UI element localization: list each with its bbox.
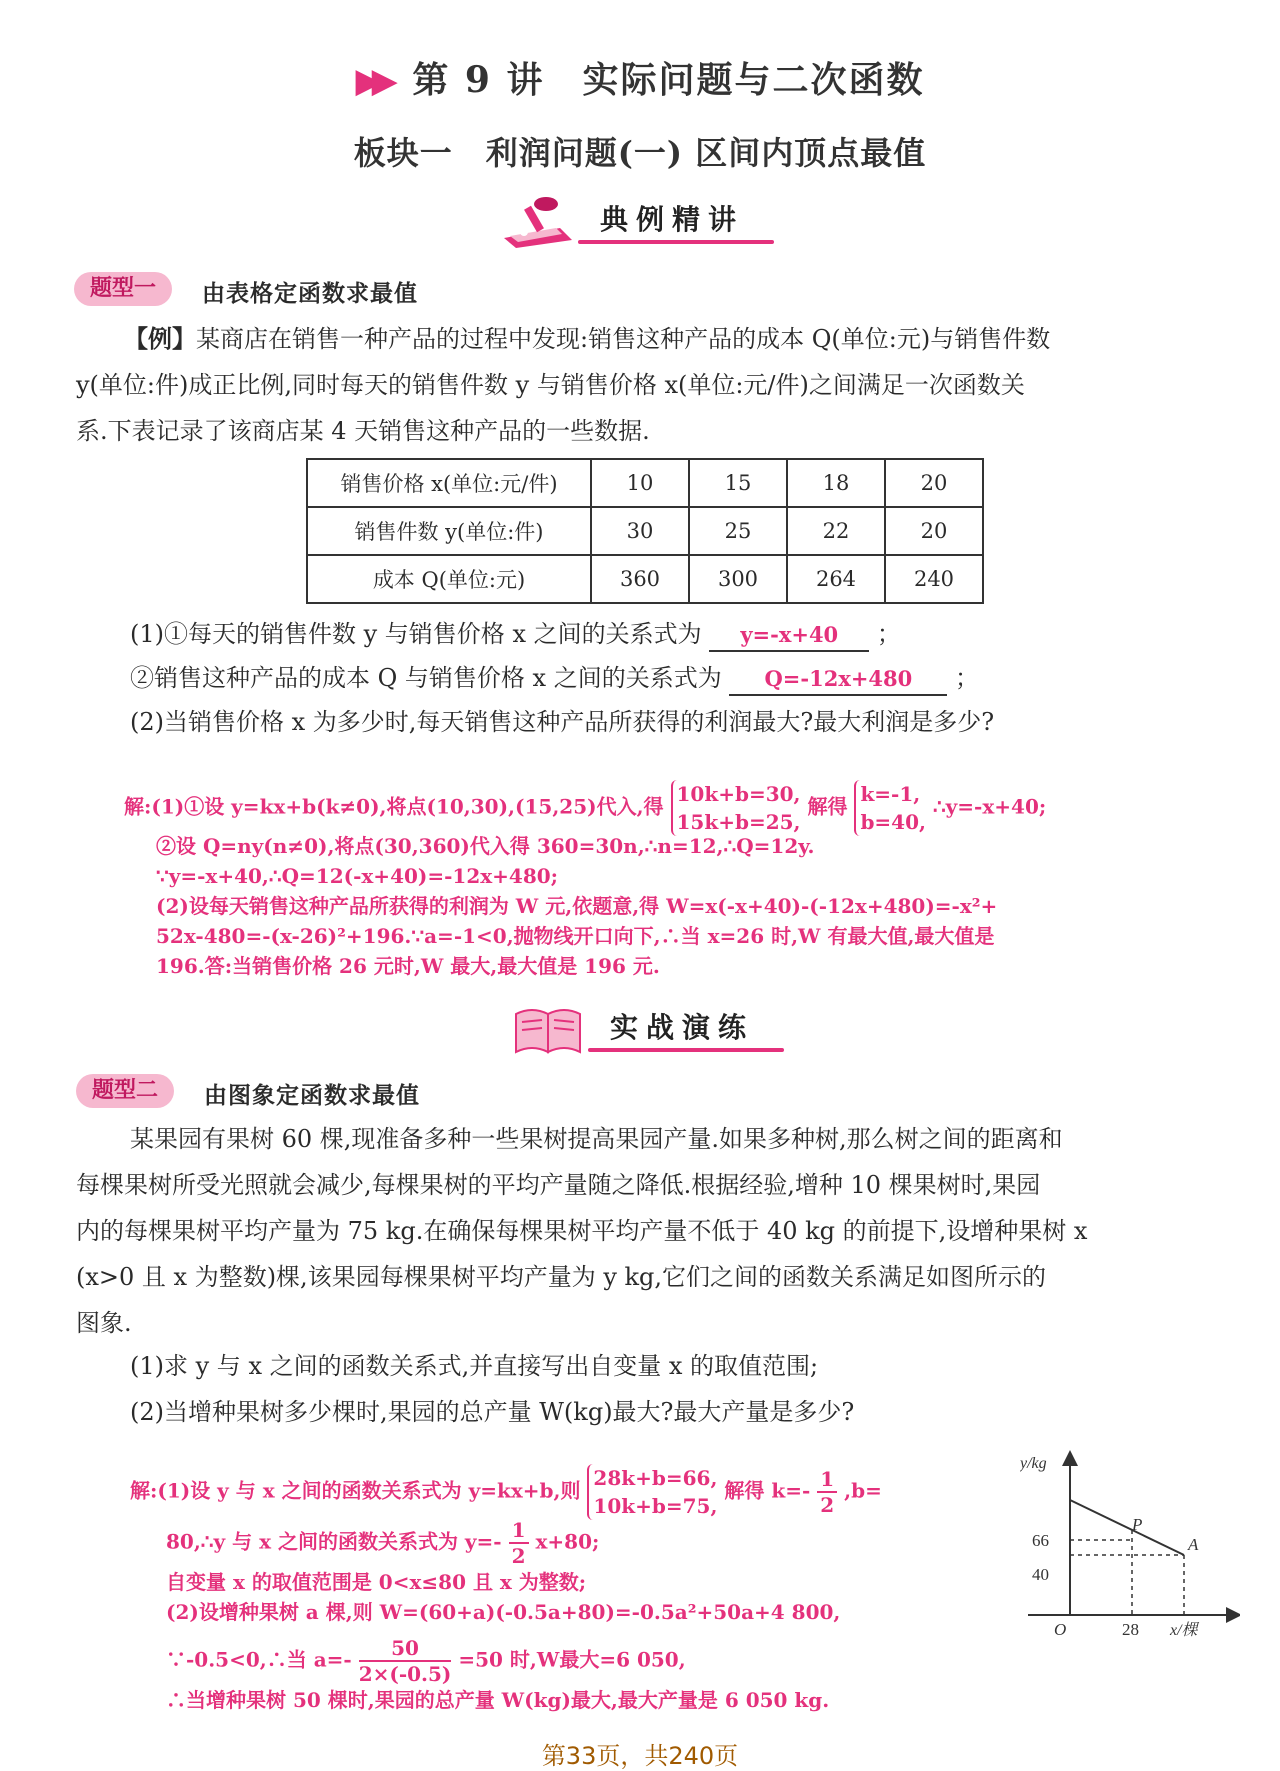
solution1-l1-end: ∴y=-x+40;	[932, 794, 1047, 819]
solution2-l5-end: =50 时,W最大=6 050,	[458, 1647, 686, 1672]
solution2-l1-mid: 解得 k=-	[724, 1478, 811, 1503]
y-tick-40: 40	[1032, 1565, 1049, 1584]
row-header: 成本 Q(单位:元)	[307, 555, 591, 603]
equation-system-3	[587, 1464, 717, 1520]
table-row	[307, 459, 983, 507]
table-cell: 240	[885, 555, 983, 603]
solution2-l2-end: x+80;	[535, 1529, 600, 1554]
y-axis-label: y/kg	[1020, 1455, 1047, 1472]
table-cell: 15	[689, 459, 787, 507]
type2-tag: 题型二	[76, 1074, 174, 1108]
banner-underline	[588, 1048, 784, 1052]
origin-label: O	[1054, 1620, 1067, 1639]
examples-banner-label: 典例精讲	[600, 203, 745, 236]
row-header: 销售件数 y(单位:件)	[307, 507, 591, 555]
banner-underline	[578, 240, 774, 244]
answer-1a: y=-x+40	[709, 620, 869, 652]
lesson-title	[0, 52, 1280, 103]
type2-title: 由图象定函数求最值	[204, 1083, 420, 1109]
problem-line: 每棵果树所受光照就会减少,每棵果树的平均产量随之降低.根据经验,增种 10 棵果树时,果园	[76, 1171, 1041, 1199]
solution1-line-6: 196.答:当销售价格 26 元时,W 最大,最大值是 196 元.	[156, 954, 660, 978]
system-line: 10k+b=75,	[593, 1494, 718, 1518]
system-line: 10k+b=30,	[676, 782, 801, 806]
graph-line	[1070, 1500, 1184, 1555]
type1-title: 由表格定函数求最值	[202, 281, 418, 307]
problem-line: 内的每棵果树平均产量为 75 kg.在确保每棵果树平均产量不低于 40 kg 的前提下,设增种果树 x	[76, 1217, 1088, 1245]
table-cell: 360	[591, 555, 689, 603]
solution2-line-3: 自变量 x 的取值范围是 0<x≤80 且 x 为整数;	[166, 1570, 587, 1594]
x-tick-28: 28	[1122, 1620, 1139, 1639]
double-arrow-icon: ▶▶	[355, 61, 388, 101]
function-graph	[1020, 1450, 1240, 1640]
equation-system-2	[854, 780, 926, 836]
problem-text	[76, 1116, 1216, 1346]
type1-tag: 题型一	[74, 272, 172, 306]
table-cell: 300	[689, 555, 787, 603]
solution1-line-2: ②设 Q=ny(n≠0),将点(30,360)代入得 360=30n,∴n=12,∴Q=12y.	[156, 834, 815, 858]
equation-system-1	[671, 780, 801, 836]
x-axis-label: x/棵	[1170, 1622, 1198, 1639]
example-line-1: 某商店在销售一种产品的过程中发现:销售这种产品的成本 Q(单位:元)与销售件数	[196, 325, 1051, 353]
point-p-label: P	[1132, 1515, 1143, 1534]
table-cell: 20	[885, 507, 983, 555]
system-line: k=-1,	[860, 782, 921, 806]
book-icon	[510, 1000, 588, 1058]
semicolon: ；	[955, 664, 980, 692]
fraction-denominator: 2	[511, 1544, 526, 1568]
solution2-line-2	[166, 1518, 599, 1568]
example-label: 【例】	[124, 324, 196, 353]
fraction	[509, 1518, 529, 1568]
table-cell: 10	[591, 459, 689, 507]
example-line-2: y(单位:件)成正比例,同时每天的销售件数 y 与销售价格 x(单位:元/件)之间满足一次函数关	[76, 371, 1025, 399]
system-line: b=40,	[860, 810, 926, 834]
table-cell: 20	[885, 459, 983, 507]
fraction-numerator: 1	[817, 1467, 837, 1493]
lesson-title-text: 第 9 讲 实际问题与二次函数	[412, 59, 925, 101]
problem-line: (x>0 且 x 为整数)棵,该果园每棵果树平均产量为 y kg,它们之间的函数关系满足如图所示的	[76, 1263, 1047, 1291]
solution1-line-5: 52x-480=-(x-26)²+196.∵a=-1<0,抛物线开口向下,∴当 x=26 时,W 有最大值,最大值是	[156, 924, 995, 948]
example-line-3: 系.下表记录了该商店某 4 天销售这种产品的一些数据.	[76, 417, 650, 445]
solution1-line-4: (2)设每天销售这种产品所获得的利润为 W 元,依题意,得 W=x(-x+40)-(-12x+480)=-x²+	[156, 894, 998, 918]
solution1-l1-mid: 解得	[807, 794, 848, 819]
solution1-l1-prefix: 解:(1)①设 y=kx+b(k≠0),将点(10,30),(15,25)代入,得	[124, 794, 664, 819]
solution2-l5-prefix: ∵-0.5<0,∴当 a=-	[166, 1647, 352, 1672]
table-cell: 30	[591, 507, 689, 555]
fraction	[359, 1636, 452, 1686]
table-cell: 18	[787, 459, 885, 507]
question-1a-text: (1)①每天的销售件数 y 与销售价格 x 之间的关系式为	[130, 620, 702, 648]
semicolon: ；	[876, 620, 901, 648]
table-cell: 264	[787, 555, 885, 603]
table-cell: 25	[689, 507, 787, 555]
practice-banner-label: 实战演练	[610, 1011, 755, 1044]
table-cell: 22	[787, 507, 885, 555]
table-row	[307, 555, 983, 603]
fraction	[817, 1467, 837, 1517]
solution1-line-1	[124, 780, 1046, 836]
system-line: 28k+b=66,	[593, 1466, 718, 1490]
solution2-l1-prefix: 解:(1)设 y 与 x 之间的函数关系式为 y=kx+b,则	[130, 1478, 581, 1503]
question-1a	[130, 612, 901, 656]
fraction-denominator: 2	[820, 1493, 835, 1517]
y-tick-66: 66	[1032, 1531, 1049, 1550]
solution2-line-5	[166, 1636, 686, 1686]
fraction-numerator: 50	[359, 1636, 452, 1662]
problem-line: 某果园有果树 60 棵,现准备多种一些果树提高果园产量.如果多种树,那么树之间的距离和	[130, 1125, 1063, 1153]
system-line: 15k+b=25,	[676, 810, 801, 834]
question-1b-text: ②销售这种产品的成本 Q 与销售价格 x 之间的关系式为	[130, 664, 722, 692]
module-title: 板块一 利润问题(一) 区间内顶点最值	[353, 134, 927, 172]
solution2-line-6: ∴当增种果树 50 棵时,果园的总产量 W(kg)最大,最大产量是 6 050 kg.	[166, 1688, 830, 1712]
question-1b	[130, 656, 979, 700]
point-a-label: A	[1188, 1535, 1199, 1554]
solution2-line-1	[130, 1464, 882, 1520]
solution2-l1-end: ,b=	[844, 1478, 882, 1503]
fraction-numerator: 1	[509, 1518, 529, 1544]
fraction-denominator: 2×(-0.5)	[358, 1662, 452, 1686]
row-header: 销售价格 x(单位:元/件)	[307, 459, 591, 507]
data-table	[306, 458, 984, 604]
problem-line: 图象.	[76, 1309, 132, 1337]
solution2-l2-prefix: 80,∴y 与 x 之间的函数关系式为 y=-	[166, 1529, 502, 1554]
table-row	[307, 507, 983, 555]
solution1-line-3: ∵y=-x+40,∴Q=12(-x+40)=-12x+480;	[156, 864, 559, 888]
example-text	[76, 316, 1216, 454]
page-indicator: 第33页，共240页	[541, 1742, 739, 1770]
question-2: (2)当销售价格 x 为多少时,每天销售这种产品所获得的利润最大?最大利润是多少?	[130, 708, 995, 736]
type2-question-2: (2)当增种果树多少棵时,果园的总产量 W(kg)最大?最大产量是多少?	[130, 1398, 855, 1426]
practice-banner	[510, 1000, 810, 1060]
solution2-line-4: (2)设增种果树 a 棵,则 W=(60+a)(-0.5a+80)=-0.5a²+50a+4 800,	[166, 1600, 841, 1624]
examples-banner	[500, 192, 800, 252]
answer-1b: Q=-12x+480	[729, 664, 947, 696]
type2-question-1: (1)求 y 与 x 之间的函数关系式,并直接写出自变量 x 的取值范围;	[130, 1352, 819, 1380]
lamp-icon	[500, 192, 578, 250]
